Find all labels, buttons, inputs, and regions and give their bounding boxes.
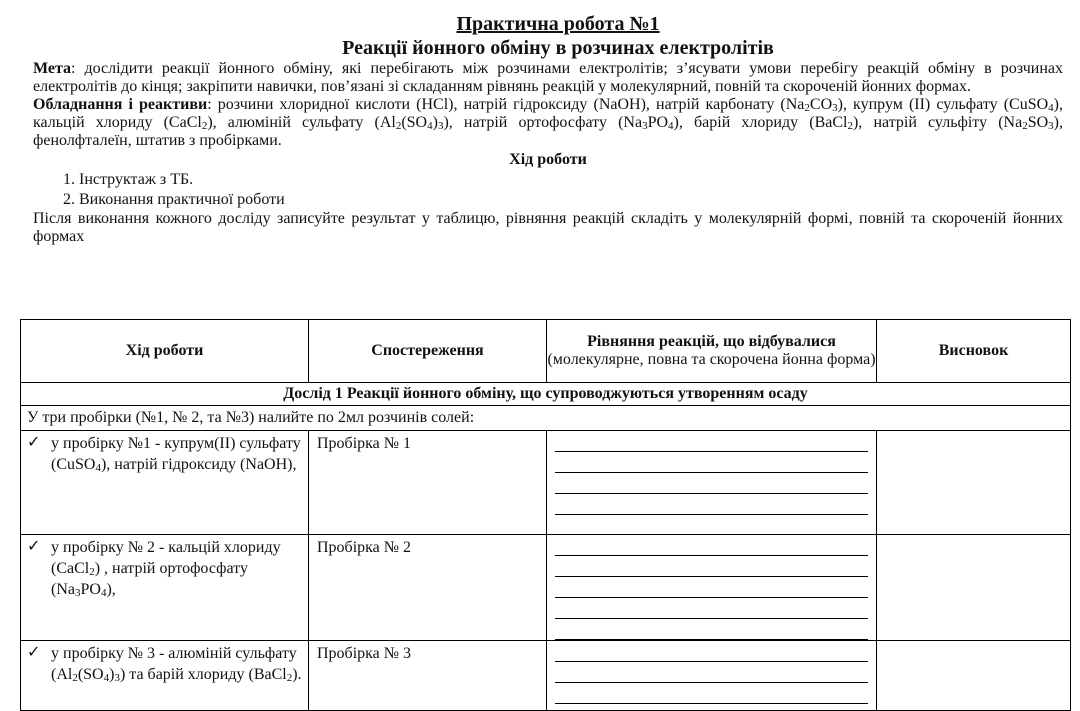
equation-lines[interactable]: [547, 535, 877, 641]
goal-paragraph: [33, 60, 1063, 96]
results-table-wrapper: [20, 319, 1070, 711]
procedure-step: 1. Інструктаж з ТБ.: [79, 170, 1063, 190]
procedure-steps: [33, 170, 1063, 210]
equipment-text: : розчини хлоридної кислоти (HCl), натрій гідроксиду (NaOH), натрій карбонату $(Na_2CO_3)$, купрум (II) сульфату (CuSO$_4$), кальцій хлориду (CaCl$_2$), алюміній сульфату $(Al_2(SO_4)_3)$, натрій ортофосфату $(Na_3PO_4)$, барій хлориду (BaCl$_2$), натрій сульфіту $(Na_2SO_3)$, фенолфталеїн, штатив з пробірками.: [33, 96, 1063, 149]
table-row: [21, 641, 1071, 711]
checkmark-icon: ✓: [27, 434, 41, 451]
conclusion-cell[interactable]: [877, 431, 1071, 535]
goal-text: : дослідити реакції йонного обміну, які перебігають між розчинами електролітів; з’ясувати умови перебігу реакцій обміну в розчинах електролітів до кінця; закріпити навички, пов’язані зі складанням рівнянь реакцій у молекулярний, повній та скороченій йонних формах.: [33, 60, 1063, 95]
experiment-title-row: [21, 383, 1071, 406]
results-table: [20, 319, 1071, 711]
procedure-item: у пробірку № 3 - алюміній сульфату $(Al_2(SO_4)_3)$ та барій хлориду (BaCl$_2$).: [51, 645, 302, 684]
header-observation: Спостереження: [309, 320, 547, 383]
equipment-label: Обладнання і реактиви: [33, 96, 208, 113]
equation-lines[interactable]: [547, 641, 877, 711]
table-row: [21, 535, 1071, 641]
equipment-paragraph: [33, 96, 1063, 150]
table-row: [21, 431, 1071, 535]
procedure-cell: [21, 641, 309, 711]
observation-cell[interactable]: Пробірка № 3: [309, 641, 547, 711]
procedure-item: у пробірку №1 - купрум(II) сульфату (CuSO$_4$), натрій гідроксиду (NaOH),: [51, 435, 301, 474]
document-page: [33, 12, 1063, 246]
procedure-step: 2. Виконання практичної роботи: [79, 190, 1063, 210]
procedure-heading: Хід роботи: [509, 151, 587, 168]
conclusion-cell[interactable]: [877, 641, 1071, 711]
procedure-cell: [21, 431, 309, 535]
header-procedure: Хід роботи: [21, 320, 309, 383]
table-header-row: [21, 320, 1071, 383]
experiment-title: Дослід 1 Реакції йонного обміну, що супроводжуються утворенням осаду: [21, 383, 1071, 406]
instruction-text: У три пробірки (№1, № 2, та №3) налийте по 2мл розчинів солей:: [21, 406, 1071, 431]
equation-lines[interactable]: [547, 431, 877, 535]
instruction-row: [21, 406, 1071, 431]
observation-cell[interactable]: Пробірка № 1: [309, 431, 547, 535]
conclusion-cell[interactable]: [877, 535, 1071, 641]
goal-label: Мета: [33, 60, 72, 77]
observation-cell[interactable]: Пробірка № 2: [309, 535, 547, 641]
header-conclusion: Висновок: [877, 320, 1071, 383]
page-title: Практична робота №1: [456, 13, 660, 35]
procedure-cell: [21, 535, 309, 641]
checkmark-icon: ✓: [27, 644, 41, 661]
header-equations: Рівняння реакцій, що відбувалися (молекулярне, повна та скорочена йонна форма): [547, 320, 877, 383]
procedure-note: Після виконання кожного досліду записуйте результат у таблицю, рівняння реакцій складіть у молекулярній формі, повній та скороченій йонних формах: [33, 210, 1063, 245]
page-subtitle: Реакції йонного обміну в розчинах електролітів: [342, 37, 774, 59]
checkmark-icon: ✓: [27, 538, 41, 555]
procedure-item: у пробірку № 2 - кальцій хлориду (CaCl$_2$) , натрій ортофосфату $(Na_3PO_4)$,: [51, 539, 281, 599]
